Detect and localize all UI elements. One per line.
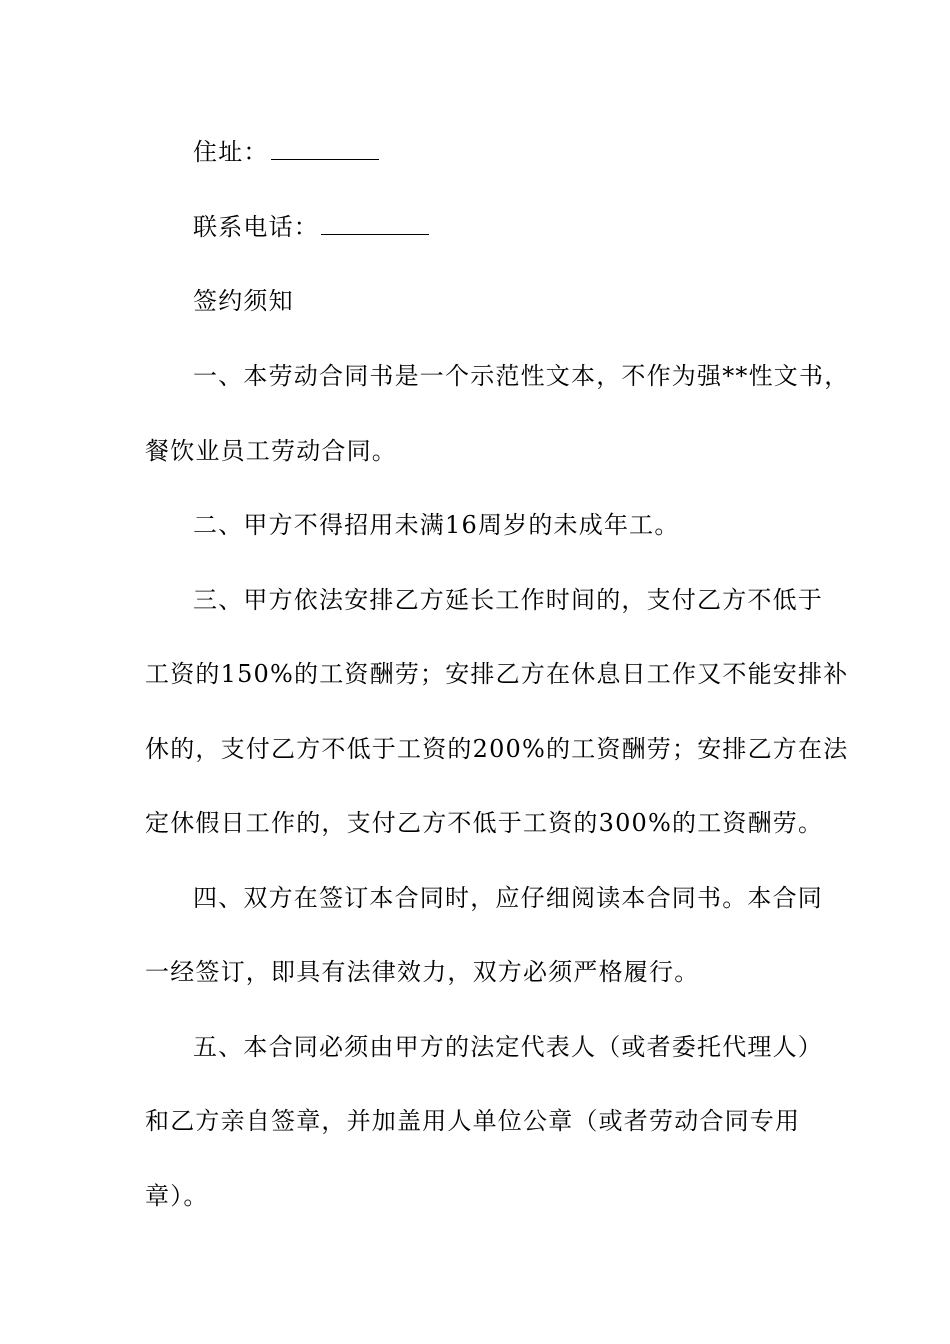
item1-line1: 一、本劳动合同书是一个示范性文本，不作为强**性文书， xyxy=(193,362,850,390)
address-label: 住址： xyxy=(193,138,269,166)
item5-line3: 章）。 xyxy=(145,1182,209,1210)
item2-line: 二、甲方不得招用未满16周岁的未成年工。 xyxy=(193,511,680,539)
item3-line1: 三、甲方依法安排乙方延长工作时间的，支付乙方不低于 xyxy=(193,586,823,614)
item5-line2: 和乙方亲自签章，并加盖用人单位公章（或者劳动合同专用 xyxy=(145,1107,801,1135)
phone-line xyxy=(193,212,815,242)
item1-line2: 餐饮业员工劳动合同。 xyxy=(145,437,397,465)
item3-line2: 工资的150%的工资酬劳；安排乙方在休息日工作又不能安排补 xyxy=(145,660,849,688)
phone-blank xyxy=(321,212,429,235)
item5-line1: 五、本合同必须由甲方的法定代表人（或者委托代理人） xyxy=(193,1033,823,1061)
item4-line1: 四、双方在签订本合同时，应仔细阅读本合同书。本合同 xyxy=(193,884,823,912)
item3-line3: 休的，支付乙方不低于工资的200%的工资酬劳；安排乙方在法 xyxy=(145,735,849,763)
notice-heading: 签约须知 xyxy=(193,287,294,315)
item3-line4: 定休假日工作的，支付乙方不低于工资的300%的工资酬劳。 xyxy=(145,809,824,837)
address-blank xyxy=(271,137,379,160)
phone-label: 联系电话： xyxy=(193,213,319,241)
address-line xyxy=(193,137,815,167)
item4-line2: 一经签订，即具有法律效力，双方必须严格履行。 xyxy=(145,958,700,986)
